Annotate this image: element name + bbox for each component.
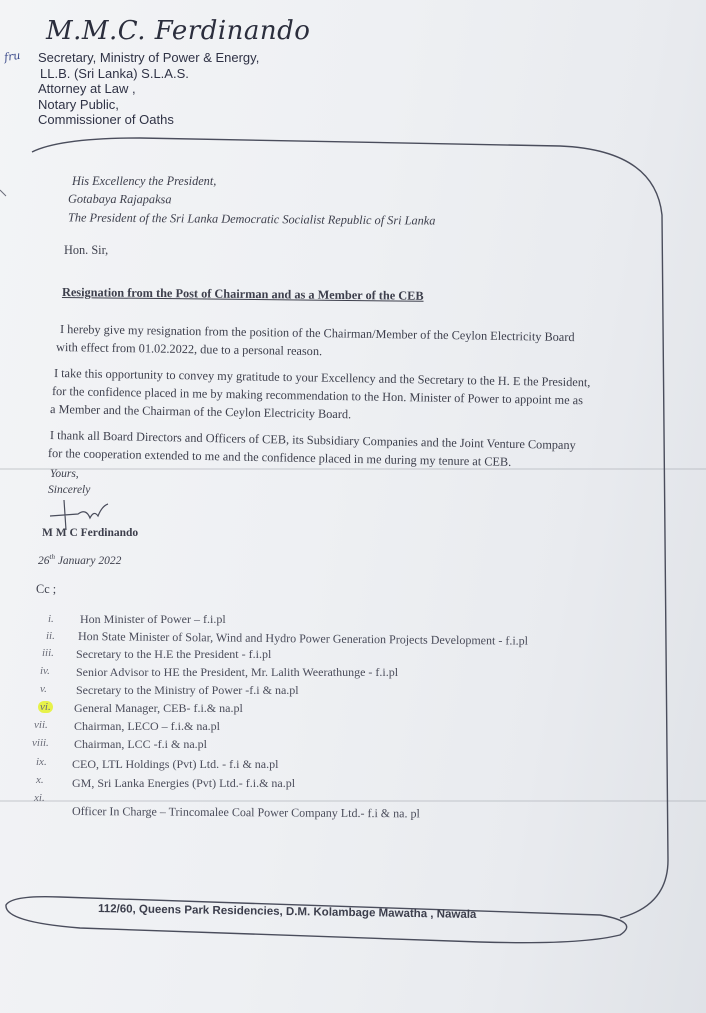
cc-item-text: GM, Sri Lanka Energies (Pvt) Ltd.- f.i.& na.pl: [72, 776, 296, 790]
cc-item-number: [38, 701, 53, 713]
cc-item-text: Chairman, LECO – f.i.& na.pl: [74, 719, 220, 733]
paragraph-line: with effect from 01.02.2022, due to a personal reason.: [55, 340, 323, 359]
cc-item-number: vii.: [34, 719, 48, 731]
paragraph-line: I take this opportunity to convey my gratitude to your Excellency and the Secretary to the H. E the President,: [53, 366, 591, 390]
letterhead-line: Commissioner of Oaths: [38, 112, 174, 127]
cc-item-number: i.: [48, 613, 54, 625]
cc-item-number: ix.: [36, 756, 47, 768]
paragraph-line: I hereby give my resignation from the position of the Chairman/Member of the Ceylon Electricity Board: [59, 322, 575, 345]
letterhead-line: Attorney at Law ,: [38, 81, 136, 96]
date-rest: January 2022: [54, 554, 122, 567]
closing-yours: Yours,: [50, 468, 79, 480]
cc-item-text: CEO, LTL Holdings (Pvt) Ltd. - f.i & na.pl: [72, 757, 279, 771]
paragraph-line: for the confidence placed in me by making recommendation to the Hon. Minister of Power to appoint me as: [51, 384, 584, 408]
cc-item-number: iv.: [40, 665, 50, 677]
cc-item-number: ii.: [46, 630, 55, 642]
cc-item-number: x.: [36, 774, 44, 786]
letter-date: [38, 553, 121, 567]
cc-item-text: Senior Advisor to HE the President, Mr. Lalith Weerathunge - f.i.pl: [76, 665, 399, 679]
date-suffix: th: [49, 553, 55, 561]
letterhead-name: M.M.C. Ferdinando: [46, 16, 311, 46]
letterhead-line: LL.B. (Sri Lanka) S.L.A.S.: [40, 65, 189, 81]
cc-item-number-highlight: vi.: [40, 701, 51, 713]
subject-line: Resignation from the Post of Chairman and as a Member of the CEB: [61, 285, 424, 303]
paragraph-line: for the cooperation extended to me and the confidence placed in me during my tenure at CEB.: [47, 446, 512, 469]
cc-item-text: Secretary to the H.E the President - f.i.pl: [76, 647, 272, 661]
cc-item-text: Officer In Charge – Trincomalee Coal Power Company Ltd.- f.i & na. pl: [71, 804, 420, 821]
cc-item-number: iii.: [42, 647, 54, 659]
signatory-name: M M C Ferdinando: [42, 527, 139, 539]
letterhead-line: Secretary, Ministry of Power & Energy,: [38, 50, 260, 65]
cc-item-text: Secretary to the Ministry of Power -f.i & na.pl: [76, 683, 299, 697]
cc-label: Cc ;: [36, 582, 57, 596]
cc-item-number: xi.: [34, 792, 45, 804]
paragraph-line: I thank all Board Directors and Officers of CEB, its Subsidiary Companies and the Joint Venture Company: [49, 428, 576, 453]
cc-item-text: Chairman, LCC -f.i & na.pl: [74, 737, 207, 751]
date-day: 26: [38, 554, 50, 567]
footer-address: 112/60, Queens Park Residencies, D.M. Kolambage Mawatha , Nawala: [97, 903, 477, 921]
cc-item-text: Hon Minister of Power – f.i.pl: [80, 612, 226, 626]
addressee-line: Gotabaya Rajapaksa: [67, 191, 172, 207]
cc-item-text: Hon State Minister of Solar, Wind and Hydro Power Generation Projects Development - f.i.pl: [77, 629, 529, 648]
cc-item-text: General Manager, CEB- f.i.& na.pl: [74, 701, 243, 715]
closing-sincerely: Sincerely: [48, 484, 91, 496]
salutation: Hon. Sir,: [64, 243, 109, 257]
addressee-line: The President of the Sri Lanka Democratic Socialist Republic of Sri Lanka: [67, 210, 436, 228]
cc-item-number: viii.: [32, 737, 49, 749]
cc-item-number: v.: [40, 683, 47, 695]
handwritten-initial: fru: [3, 48, 22, 65]
paragraph-line: a Member and the Chairman of the Ceylon Electricity Board.: [49, 402, 352, 422]
addressee-line: His Excellency the President,: [72, 174, 217, 188]
letterhead-line: Notary Public,: [38, 96, 119, 112]
